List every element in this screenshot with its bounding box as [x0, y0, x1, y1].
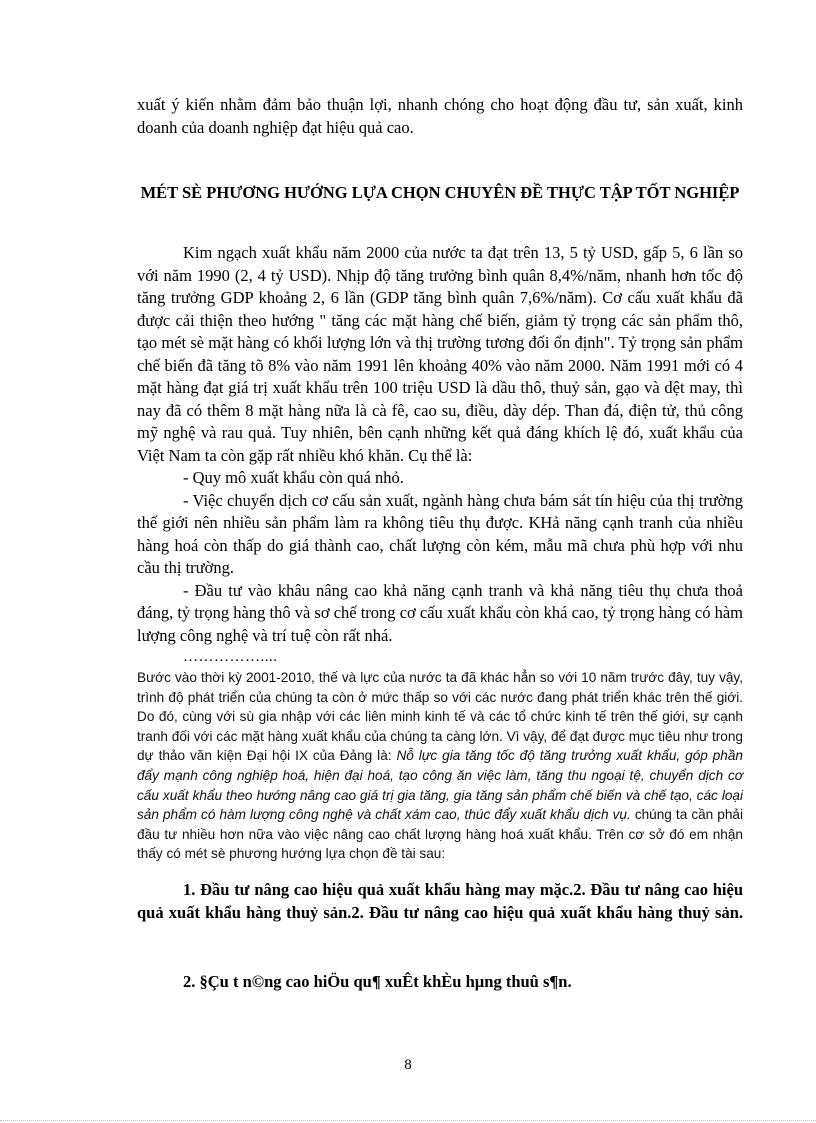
- section-heading: MÉT SÈ PHƯƠNG HƯỚNG LỰA CHỌN CHUYÊN ĐỀ THỰC TẬP TỐT NGHIỆP: [140, 183, 740, 202]
- intro-paragraph: xuất ý kiến nhằm đảm bảo thuận lợi, nhanh chóng cho hoạt động đầu tư, sản xuất, kinh doanh của doanh nghiệp đạt hiệu quả cao.: [137, 95, 743, 137]
- page-number: 8: [404, 1057, 412, 1073]
- bullet-item: - Quy mô xuất khẩu còn quá nhỏ.: [183, 468, 404, 487]
- sans-paragraph-end: chúng ta cần phải đầu tư nhiều hơn nữa vào việc nâng cao chất lượng hàng hoá xuất khẩu. Trên cơ sở đó em nhận thấy có mét sè phương hướng lựa chọn đề tài sau:: [137, 807, 744, 862]
- ellipsis-dots: ……………....: [183, 649, 278, 665]
- main-paragraph: Kim ngạch xuất khẩu năm 2000 của nước ta đạt trên 13, 5 tỷ USD, gấp 5, 6 lần so với năm 1990 (2, 4 tỷ USD). Nhịp độ tăng trưởng bình quân 8,4%/năm, nhanh hơn tốc độ tăng trưởng GDP khoảng 2, 6 lần (GDP tăng bình quân 7,6%/năm). Cơ cấu xuất khẩu đã được cải thiện theo hướng " tăng các mặt hàng chế biến, giảm tỷ trọng các sản phẩm thô, tạo mét sè mặt hàng có khối lượng lớn và thị trường tương đối ổn định". Tỷ trọng sản phẩm chế biến đã tăng tõ 8% vào năm 1991 lên khoảng 40% vào năm 2000. Năm 1991 mới có 4 mặt hàng đạt giá trị xuất khẩu trên 100 triệu USD là dầu thô, thuỷ sản, gạo và dệt may, thì nay đã có thêm 8 mặt hàng nữa là cà fê, cao su, điều, dày dép. Than đá, điện tử, thủ công mỹ nghệ và rau quả. Tuy nhiên, bên cạnh những kết quả đáng khích lệ đó, xuất khẩu của Việt Nam ta còn gặp rất nhiều khó khăn. Cụ thể là:: [137, 243, 743, 465]
- main-text-block: [137, 242, 743, 647]
- topic-list-paragraph: 1. Đầu tư nâng cao hiệu quả xuất khẩu hàng may mặc.2. Đầu tư nâng cao hiệu quả xuất khẩu hàng thuỷ sản.2. Đầu tư nâng cao hiệu quả xuất khẩu hàng thuỷ sản.: [137, 880, 743, 922]
- italic-quote: Nỗ lực gia tăng tốc độ tăng trưởng xuất khẩu, góp phần đẩy mạnh công nghiệp hoá, hiện đại hoá, tạo công ăn việc làm, tăng thu ngoại tệ, chuyển dịch cơ cấu xuất khẩu theo hướng nâng cao giá trị gia tăng, gia tăng sản phẩm chế biến và chế tạo, các loại sản phẩm có hàm lượng công nghệ và chất xám cao, thúc đẩy xuất khẩu dịch vụ.: [137, 748, 743, 823]
- garbled-topic-line: 2. §Çu t n©ng cao hiÖu qu¶ xuÊt khÈu hµng thuû s¶n.: [183, 972, 572, 991]
- bullet-item: - Đầu tư vào khâu nâng cao khả năng cạnh tranh và khả năng tiêu thụ chưa thoả đáng, tỷ trọng hàng thô và sơ chế trong cơ cấu xuất khẩu còn khá cao, tỷ trọng hàng có hàm lượng công nghệ và trí tuệ còn rất nhá.: [137, 580, 743, 645]
- sans-paragraph-start: Bước vào thời kỳ 2001-2010, thế và lực của nước ta đã khác hẳn so với 10 năm trước đây, tuy vậy, trình độ phát triển của chúng ta còn ở mức thấp so với các nước đang phát triển khác trên thế giới. Do đó, cùng với sù gia nhập với các liên minh kinh tế và các tổ chức kinh tế trên thế giới, sự cạnh tranh đối với các mặt hàng xuất khẩu của chúng ta càng lớn. Vì vậy, để đạt được mục tiêu như trong dự thảo văn kiện Đại hội IX của Đảng là:: [137, 670, 743, 764]
- page-bottom-rule: [0, 1120, 816, 1121]
- sans-paragraph: [137, 668, 743, 864]
- bullet-item: - Việc chuyển dịch cơ cấu sản xuất, ngành hàng chưa bám sát tín hiệu của thị trường thế giới nên nhiều sản phẩm làm ra không tiêu thụ được. KHả năng cạnh tranh của nhiều hàng hoá còn thấp do giá thành cao, chất lượng còn kém, mẫu mã chưa phù hợp với nhu cầu thị trường.: [137, 490, 743, 577]
